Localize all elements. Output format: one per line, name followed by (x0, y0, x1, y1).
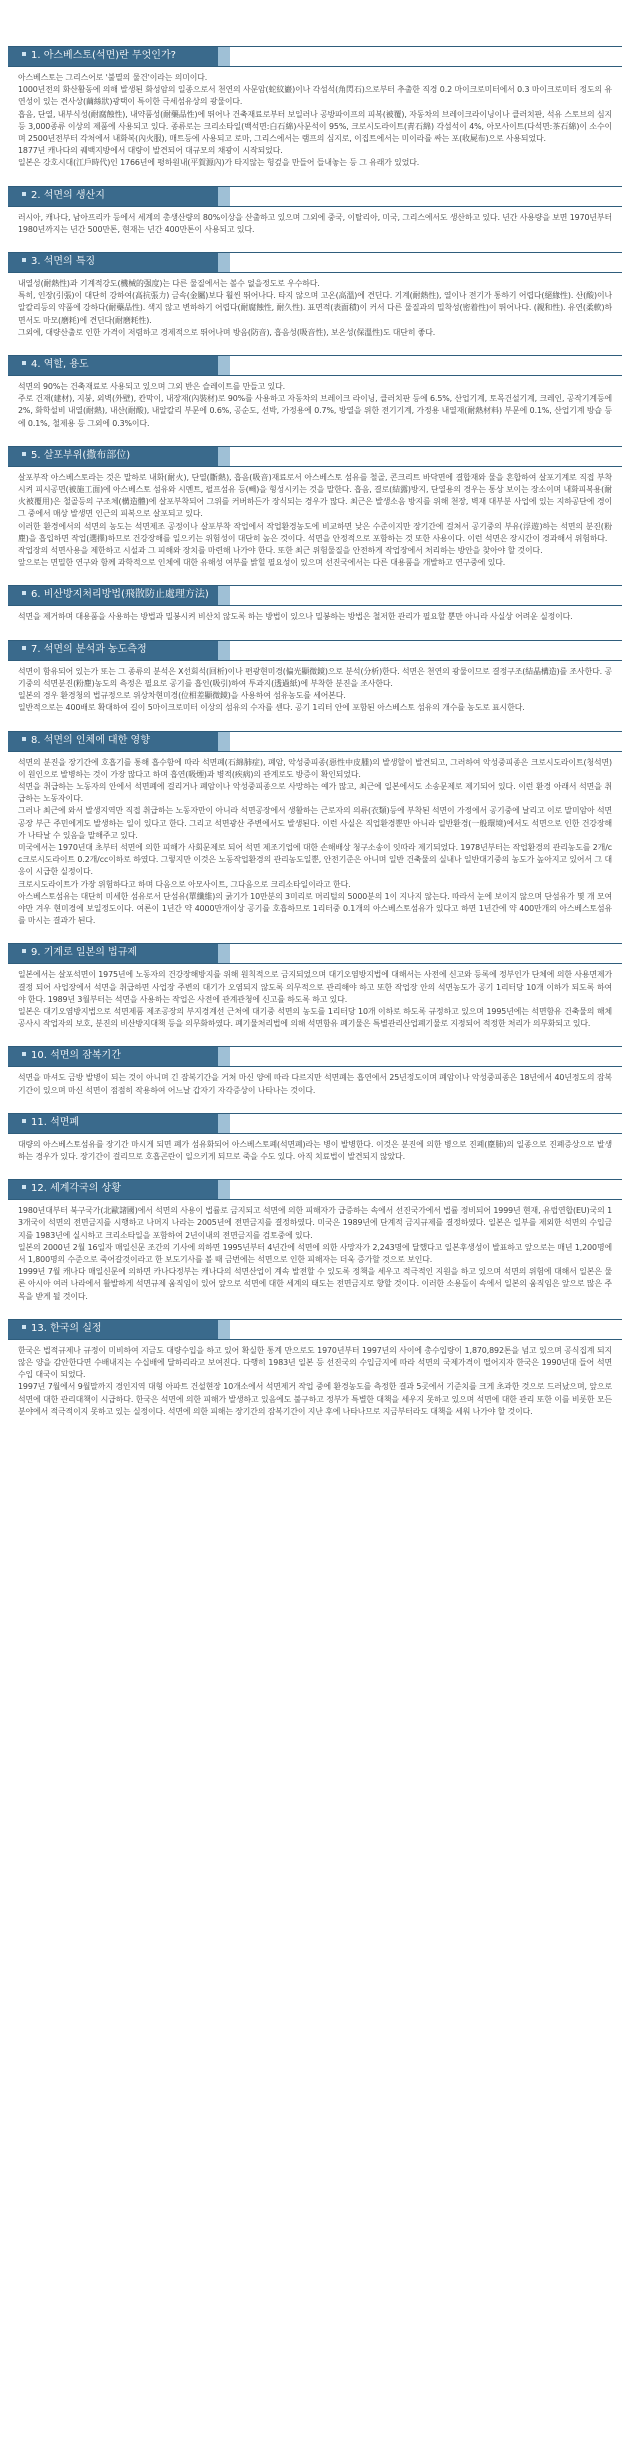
paragraph: 석면의 분진을 장기간에 호흡기를 통해 흡수함에 따라 석면폐(石綿肺症), 폐암, 악성중피종(惡性中皮腫)의 발생할이 발견되고, 그러하여 악성중피종은 크로시도라이트(청석면)이 원인으로 발병하는 것이 가장 많다고 하며 흡연(吸煙)과 병적(疾病)의 관계로도 방증이 확인되었다. (18, 757, 612, 779)
paragraph: 그외에, 대량산출로 인한 가격이 저렴하고 경제적으로 뛰어나며 방음(防音), 흡음성(吸音性), 보온성(保溫性)도 대단히 좋다. (18, 327, 436, 337)
section (8, 446, 622, 570)
section-header-tab (218, 944, 230, 963)
section-header (8, 1179, 622, 1200)
section-title (22, 643, 147, 657)
section-title-text: 1. 아스베스토(석면)란 무엇인가? (31, 50, 176, 61)
section-title-text: 13. 한국의 실정 (31, 1322, 102, 1334)
section-header-tab (218, 447, 230, 466)
section-title (22, 1116, 79, 1130)
paragraph: 작업장의 석면사용을 제한하고 시설과 그 피해와 장치를 마련해 나가야 한다. 또한 최근 위험물질을 안전하게 작업장에서 처리하는 방안을 찾아야 할 것이다. (18, 546, 543, 556)
section-title (22, 1182, 121, 1196)
section-header-tab (218, 732, 230, 751)
paragraph: 한국은 법적규제나 규정이 미비하여 지금도 대량수입을 하고 있어 확실한 통계 만으로도 1970년부터 1997년의 사이에 총수입량이 1,870,892톤을 넘고 있으며 공식집계 되지 않은 양을 감안한다면 수배내지는 수십배에 달하리라고 보여진다. 다행히 1983년 일본 등 선진국의 수입금지에 따라 석면의 국제가격이 떨어지자 한국은 1990년대 들어 석면 수입 대국이 되었다. (18, 1345, 612, 1380)
section-header (8, 943, 622, 964)
section-header-tab (218, 1047, 230, 1066)
section-title-text: 12. 세계각국의 상황 (31, 1183, 121, 1195)
paragraph: 러시아, 캐나다, 남아프리카 등에서 세계의 총생산량의 80%이상을 산출하고 있으며 그외에 중국, 이탈리아, 미국, 그리스에서도 생산하고 있다. 년간 사용량을 보면 1970년부터 1980년까지는 년간 500만톤, 현재는 년간 400만톤이 사용되고 있다. (18, 212, 612, 234)
section-title-text: 8. 석면의 인체에 대한 영향 (31, 734, 150, 746)
section-title-text: 5. 살포부위(撒布部位) (31, 449, 131, 461)
section-title-text: 2. 석면의 생산지 (31, 189, 105, 201)
section-header-tab (218, 356, 230, 375)
section-title-text: 10. 석면의 잠복기간 (31, 1050, 121, 1062)
section-body (8, 212, 622, 236)
paragraph: 일본에서는 살포석면이 1975년에 노동자의 건강장해방지를 위해 원칙적으로 금지되었으며 대기오염방지법에 대해서는 사전에 신고와 등록에 정부인가 단체에 의한 사용면제가 결정 되어 사업장에서 석면을 취급하면 사업장 주변의 대기가 오염되지 않도록 의무적으로 관리해야 하고 또한 작업장 안의 석면농도가 공기 1리터당 10개 이하가 되도록 하여야 한다. 1989년 3월부터는 석면을 사용하는 작업은 사전에 관계관청에 신고를 하도록 하고 있다. (18, 970, 612, 1004)
section-header (8, 585, 622, 606)
bullet-icon (22, 452, 26, 456)
section-title-text: 9. 기계로 일본의 법규제 (31, 947, 138, 959)
section-body (8, 278, 622, 339)
paragraph: 일본의 경우 환경청의 법규정으로 위상차현미경(位相差顯微鏡)을 사용하여 섬유농도를 세어본다. (18, 691, 346, 701)
section-header (8, 186, 622, 207)
paragraph: 미국에서는 1970년대 초부터 석면에 의한 피해가 사회문제로 되어 석면 제조기업에 대한 손해배상 청구소송이 잇따라 제기되었다. 1978년부터는 작업환경의 관리농도를 2개/cc크로시도라이트 0.2개/cc이하로 하였다. 그렇지만 이것은 노동작업환경의 관리농도일뿐, 안전기준은 아니며 일반 건축물의 실내나 일반대기중의 농도가 높아지고 있어서 그 대응이 시급한 실정이다. (18, 842, 612, 877)
section (8, 585, 622, 623)
section-header (8, 46, 622, 67)
bullet-icon (22, 737, 26, 741)
paragraph: 1877년 캐나다의 퀘백지방에서 대량이 발견되어 대규모의 채광이 시작되었다. (18, 146, 283, 156)
paragraph: 주로 건재(建材), 지붕, 외벽(外壁), 칸막이, 내장재(內裝材)로 90%를 사용하고 자동차의 브레이크 라이닝, 클러치판 등에 6.5%, 산업기계, 토목건설기계, 크레인, 공작기계등에 2%, 화학설비 내열(耐熱), 내산(耐酸), 내알칼리 부문에 0.6%, 공순도, 선박, 가정용에 0.7%, 방열을 위한 전기기계, 가정용 내열재(耐熱材料) 부문에 0.1%, 산업기계 방습 등에 0.1%, 철제용 등 그외에 0.3%이다. (18, 394, 612, 428)
bullet-icon (22, 1325, 26, 1329)
section-header (8, 1046, 622, 1067)
section-body (8, 72, 622, 170)
paragraph: 내열성(耐熱性)과 기계적강도(機械的强度)는 다른 물질에서는 볼수 없을정도로 우수하다. (18, 279, 320, 289)
paragraph: 아스베스토는 그리스어로 '불멸의 물건'이라는 의미이다. (18, 73, 208, 82)
paragraph: 석면을 취급하는 노동자의 안에서 석면폐에 걸리거나 폐암이나 악성중피종으로 사망하는 예가 많고, 최근에 일본에서도 소송문제로 제기되어 있다. 이런 환경 아래서 석면을 취급하는 노동자이다. (18, 781, 612, 804)
paragraph: 1997년 7월에서 9월말까지 경인지역 대형 아파트 건설현장 10개소에서 석면제거 작업 중에 환경농도를 측정한 결과 5곳에서 기준치를 크게 초과한 것으로 드러났으며, 앞으로 석면에 대한 관리대책이 시급하다. 한국은 석면에 의한 피해가 발생하고 있음에도 불구하고 정부가 특별한 대책을 세우지 못하고 있으며 석면에 대한 관리 또한 이를 비롯한 모든 분야에서 적극적이지 못하고 있는 실정이다. 석면에 의한 피해는 장기간의 잠복기간이 지난 후에 나타나므로 지금부터라도 대책을 세워 나가야 할 것이다. (18, 1382, 612, 1416)
section-body (8, 472, 622, 570)
section-header (8, 446, 622, 467)
section (8, 1319, 622, 1418)
section-body (8, 1205, 622, 1303)
section-header (8, 252, 622, 273)
section-body (8, 611, 622, 623)
section-title (22, 1049, 121, 1063)
paragraph: 석면을 제거하며 대용품을 사용하는 방법과 밀봉시켜 비산치 않도록 하는 방법이 있으나 밀봉하는 방법은 철저한 관리가 필요할 뿐만 아니라 사실상 어려운 실정이다. (18, 612, 573, 622)
section-header (8, 731, 622, 752)
section-title (22, 734, 150, 748)
bullet-icon (22, 52, 26, 56)
section (8, 1113, 622, 1163)
section-header (8, 1113, 622, 1134)
section (8, 1046, 622, 1096)
section-title (22, 588, 209, 602)
section (8, 1179, 622, 1303)
paragraph: 이러한 환경에서의 석면의 농도는 석면제조 공정이나 살포부착 작업에서 작업환경농도에 비교하면 낮은 수준이지만 장기간에 걸쳐서 공기중의 부유(浮遊)하는 석면의 분진(粉塵)을 흡입하면 작업(選擇)하므로 건강장해를 일으키는 위험성이 대단히 높은 것이다. 석면을 안정적으로 포함하는 것 또한 사용이다. 이런 석면은 장시간이 경과해서 위험하다. (18, 521, 612, 543)
paragraph: 1999년 7월 캐나다 매일신문에 의하면 카나다정부는 캐나다의 석면산업이 계속 발전할 수 있도록 정책을 세우고 적극적인 지원을 하고 있으며 석면의 위험에 대해서 일본은 물론 아시아 여러 나라에서 활발하게 석면규제 움직임이 있어 앞으로 석면에 대한 세계의 태도는 전면금지로 향할 것이다. 이러한 소용돌이 속에서 일본의 움직임은 앞으로 많은 주목을 받게 될 것이다. (18, 1267, 612, 1301)
paragraph: 특히, 인장(引張)이 대단히 강하여(高抗張力) 금속(金屬)보다 훨씬 뛰어나다. 타지 않으며 고온(高溫)에 견딘다. 기계(耐熱性), 열이나 전기가 통하기 어렵다(絕緣性). 산(酸)이나 알칼리등의 약품에 강하다(耐藥品性). 색지 않고 변하하기 어렵다(耐腐蝕性, 耐久性). 표면적(表面積)이 커서 다른 물질과의 밀착성(密着性)이 뛰어나다. (親和性). 유연(柔軟)하면서도 마모(磨耗)에 견딘다(耐磨耗性). (18, 291, 612, 325)
paragraph: 흡음, 단열, 내부식성(耐腐蝕性), 내약품성(耐藥品性)에 뛰어나 건축재료로부터 보일러나 공방파이프의 피복(被覆), 자동차의 브레이크라이닝이나 클러치판, 석유 스토브의 심지등 3,000종류 이상의 제품에 사용되고 있다. 종류로는 크리소타일(백석면:白石綿)사문석이 95%, 크로시도라이트(靑石綿) 각섬석이 4%, 아모사이트(다석면:茶石綿)이 소수이며 2500년전부터 각처에서 내화복(內火服), 매트등에 사용되고 로마, 그리스에서는 램프의 심지로, 이집트에서는 미이라를 싸는 포(收屍布)으로 사용되었다. (18, 109, 612, 144)
section-body (8, 757, 622, 928)
section-header (8, 1319, 622, 1340)
paragraph: 석면의 90%는 건축재료로 사용되고 있으며 그외 반은 슬레이트를 만들고 있다. (18, 382, 285, 392)
bullet-icon (22, 1119, 26, 1123)
paragraph: 대량의 아스베스토섬유를 장기간 마시게 되면 폐가 섬유화되어 아스베스토폐(석면폐)라는 병이 발병한다. 이것은 분진에 의한 병으로 진폐(塵肺)의 일종으로 진폐증상으로 발생하는 경우가 있다. 장기간이 걸리므로 호흡곤란이 일으키게 되므로 죽을 수도 있다. 아직 치료법이 발견되지 않았다. (18, 1139, 612, 1161)
section-title (22, 189, 105, 203)
bullet-icon (22, 361, 26, 365)
section (8, 355, 622, 430)
paragraph: 살포부작 아스베스토라는 것은 말하로 내화(耐火), 단열(斷熱), 흡음(吸音)재료로서 아스베스토 섬유를 철골, 콘크리트 바닥면에 결합재와 물을 혼합하여 살포기계로 직접 부착시켜 피시공면(被施工面)에 아스베스토 섬유와 시멘트, 펄프섬유 등(빼)을 형성시키는 것을 말한다. 흡음, 결로(結露)방지, 단열용의 경우는 통상 보이는 장소이며 내화피복용(耐火被覆用)은 철골등의 구조체(構造體)에 살포부착되어 그위를 커버하든가 장식되는 경우가 많다. 최근은 발생소음 방지를 위해 천장, 벽재 대부분 사업에 있는 지하공단에 경이 그 중에서 매상 발생면 인근의 피복으로 살포되고 있다. (18, 472, 612, 519)
paragraph: 그러나 최근에 와서 발생지역만 직접 취급하는 노동자만이 아니라 석면공장에서 생활하는 근로자의 의류(衣類)등에 부착된 석면이 가정에서 공기중에 날리고 이로 말미암아 석면공장 부근 주민에게도 발생하는 일이 있다고 한다. 그리고 석면광산 주변에서도 발생된다. 이런 사실은 직업환경뿐만 아니라 일반환경(一般環境)에서도 석면으로 인한 건강장해가 나타날 수 있음을 말해주고 있다. (18, 806, 612, 840)
section-header (8, 640, 622, 661)
section-title-text: 3. 석면의 특징 (31, 256, 96, 268)
bullet-icon (22, 1185, 26, 1189)
section-body (8, 969, 622, 1030)
section (8, 943, 622, 1030)
bullet-icon (22, 949, 26, 953)
section-title (22, 1322, 102, 1336)
section-title (22, 946, 137, 960)
bullet-icon (22, 192, 26, 196)
section-title-text: 4. 역할, 용도 (31, 359, 89, 371)
bullet-icon (22, 1052, 26, 1056)
section (8, 731, 622, 928)
section-header (8, 355, 622, 376)
section-title (22, 449, 130, 463)
bullet-icon (22, 591, 26, 595)
section-title-text: 6. 비산방지처리방법(飛散防止處理方法) (31, 589, 209, 601)
section-body (8, 1072, 622, 1096)
section-header-tab (218, 1320, 230, 1339)
section-title (22, 49, 176, 63)
section-body (8, 666, 622, 715)
section-title-text: 7. 석면의 분석과 농도측정 (31, 643, 147, 655)
section-header-tab (218, 1114, 230, 1133)
section-header-tab (218, 253, 230, 272)
paragraph: 1000년전의 화산활동에 의해 발생된 화성암의 일종으로서 천연의 사문암(蛇紋巖)이나 각섬석(角閃石)으로부터 추출한 직경 0.2 마이크로미터에서 0.3 마이크로미터 정도의 유연성이 있는 견사상(繭絲狀)광택이 특이한 극세섬유상의 광물이다. (18, 85, 612, 107)
paragraph: 일본의 2000년 2월 16일자 매일신문 조간의 기사에 의하면 1995년부터 4년간에 석면에 의한 사망자가 2,243명에 달했다고 일본후생성이 발표하고 앞으로는 매년 1,200명에서 1,800명의 수준으로 죽어갈것이라고 한 보도기사를 볼 때 금번에는 석면으로 인한 피해자는 더욱 증가할 것으로 보인다. (18, 1242, 612, 1264)
section (8, 252, 622, 339)
section-header-tab (218, 586, 230, 605)
section-body (8, 1345, 622, 1418)
section-body (8, 1139, 622, 1163)
bullet-icon (22, 258, 26, 262)
paragraph: 석면이 함유되어 있는가 또는 그 종류의 분석은 X선회석(回析)이나 편광현미경(偏光顯微鏡)으로 분석(分析)한다. 석면은 천연의 광물이므로 결정구조(結晶構造)를 조사한다. 공기중의 석면분진(粉塵)농도의 측정은 필요로 공기를 흡인(吸引)하여 투과지(透過紙)에 부착한 분진을 조사한다. (18, 666, 612, 688)
paragraph: 일반적으로는 400배로 확대하여 길이 5마이크로미터 이상의 섬유의 수자를 센다. 공기 1리터 안에 포함된 아스베스토 섬유의 개수를 농도로 표시한다. (18, 703, 525, 713)
section (8, 186, 622, 236)
bullet-icon (22, 646, 26, 650)
paragraph: 일본은 강호시대(江戶時代)인 1766년에 평하원내(平賀源內)가 타지않는 헝겊을 만들어 들내놓는 등 그 유래가 있었다. (18, 158, 420, 168)
section-title (22, 255, 95, 269)
section (8, 640, 622, 715)
section-header-tab (218, 1180, 230, 1199)
paragraph: 앞으로는 면밀한 연구와 함께 과학적으로 인체에 대한 유해성 여부를 밝힐 필요성이 있으며 선진국에서는 다른 대용품을 개발하고 연구중에 있다. (18, 558, 506, 568)
section-header-tab (218, 47, 230, 66)
paragraph: 아스베스토섬유는 대단히 미세한 섬유로서 단섬유(單纖維)의 굵기가 10만분의 3미리로 머리털의 5000분의 1이 지나지 않는다. 따라서 눈에 보이지 않으며 단섬유가 몇 개 모여야만 겨우 현미경에 보일정도이다. 여론이 1년간 약 4000만개이상 공기를 호흡하므로 1리터중 0.1개의 아스베스토섬유가 있다고 하면 1년간에 약 400만개의 아스베스토섬유를 마시는 결과가 된다. (18, 891, 612, 926)
paragraph: 석면을 마셔도 금방 발병이 되는 것이 아니며 긴 잠복기간을 거쳐 마신 양에 따라 다르지만 석면폐는 흡연에서 25년정도이며 폐암이나 악성중피종은 18년에서 40년정도의 잠복기간이 있으며 마신 석면이 점점히 작용하여 어느날 갑자기 자각증상이 나타나는 것이다. (18, 1073, 612, 1095)
section (8, 46, 622, 170)
paragraph: 일본은 대기오염방지법으로 석면제품 제조공장의 부지경계선 근처에 대기중 석면의 농도를 1리터당 10개 이하로 하도록 규정하고 있으며 1995년에는 석면함유 건축물의 해체공사시 작업자의 보호, 분진의 비산방지대책 등을 의무화하였다. 폐기물처리법에 의해 석면함유 폐기물은 특별관리산업폐기물로 지정되어 적정한 처리가 의무화되고 있다. (18, 1006, 612, 1029)
section-title-text: 11. 석면폐 (31, 1116, 80, 1128)
paragraph: 1980년대부터 북구국가(北歐諸國)에서 석면의 사용이 법률로 금지되고 석면에 의한 피해자가 급증하는 속에서 선진국가에서 법률 정비되어 1999년 현재, 유럽연합(EU)국의 13개국이 석면의 전면금지를 시행하고 나머지 나라는 2005년에 전면금지를 결정하였다. 미국은 1989년에 단계적 금지규제를 결정하였다. 일본은 일부를 제외한 석면의 수입금지를 1983년에 실시하고 크리소타일을 포함하여 2년이내의 전면금지를 검토중에 있다. (18, 1206, 612, 1240)
section-header-tab (218, 641, 230, 660)
section-title (22, 358, 89, 372)
section-body (8, 381, 622, 430)
paragraph: 크로시도라이트가 가장 위험하다고 하며 다음으로 아모사이트, 그다음으로 크리소타일이라고 한다. (18, 879, 351, 889)
section-header-tab (218, 187, 230, 206)
